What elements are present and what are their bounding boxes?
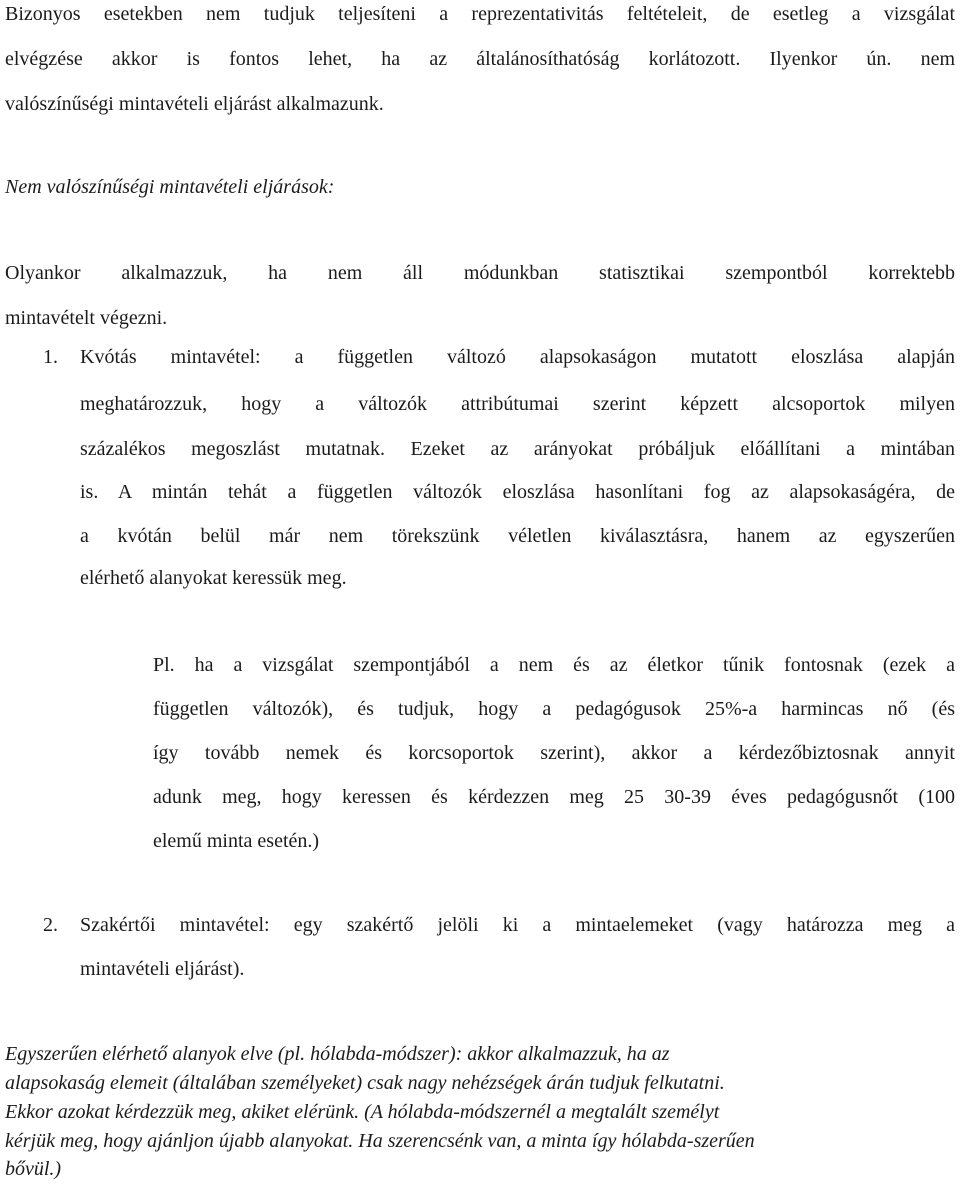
item2-line-1: Szakértői mintavétel: egy szakértő jelöli ki a mintaelemeket (vagy határozza meg a xyxy=(80,914,955,936)
snowball-line-2: alapsokaság elemeit (általában személyeket) csak nagy nehézségek árán tudjuk felkutatni. xyxy=(5,1072,725,1094)
item1-line-6: elérhető alanyokat keressük meg. xyxy=(80,567,347,589)
item1-line-4: is. A mintán tehát a független változók eloszlása hasonlítani fog az alapsokaságéra, de xyxy=(80,481,955,503)
item1-line-3: százalékos megoszlást mutatnak. Ezeket az arányokat próbáljuk előállítani a mintában xyxy=(80,438,955,460)
example-line-4: adunk meg, hogy keressen és kérdezzen meg 25 30-39 éves pedagógusnőt (100 xyxy=(153,786,955,808)
snowball-line-1: Egyszerűen elérhető alanyok elve (pl. hólabda-módszer): akkor alkalmazzuk, ha az xyxy=(5,1043,670,1065)
item1-number: 1. xyxy=(43,346,58,368)
para1-line-1: Olyankor alkalmazzuk, ha nem áll módunkban statisztikai szempontból korrektebb xyxy=(5,262,955,284)
example-line-5: elemű minta esetén.) xyxy=(153,830,320,852)
section-heading: Nem valószínűségi mintavételi eljárások: xyxy=(5,176,335,198)
intro-line-3: valószínűségi mintavételi eljárást alkalmazunk. xyxy=(5,93,384,115)
snowball-line-3: Ekkor azokat kérdezzük meg, akiket elérünk. (A hólabda-módszernél a megtalált személyt xyxy=(5,1101,720,1123)
snowball-line-5: bővül.) xyxy=(5,1158,62,1180)
item2-number: 2. xyxy=(43,914,58,936)
intro-line-1: Bizonyos esetekben nem tudjuk teljesíteni a reprezentativitás feltételeit, de esetleg a vizsgálat xyxy=(5,3,955,25)
example-line-2: független változók), és tudjuk, hogy a pedagógusok 25%-a harmincas nő (és xyxy=(153,698,955,720)
example-line-3: így tovább nemek és korcsoportok szerint), akkor a kérdezőbiztosnak annyit xyxy=(153,742,955,764)
intro-line-2: elvégzése akkor is fontos lehet, ha az általánosíthatóság korlátozott. Ilyenkor ún. nem xyxy=(5,48,955,70)
item1-line-1: Kvótás mintavétel: a független változó alapsokaságon mutatott eloszlása alapján xyxy=(80,346,955,368)
para1-line-2: mintavételt végezni. xyxy=(5,307,168,329)
item1-line-5: a kvótán belül már nem törekszünk véletlen kiválasztásra, hanem az egyszerűen xyxy=(80,525,955,547)
item1-line-2: meghatározzuk, hogy a változók attribútumai szerint képzett alcsoportok milyen xyxy=(80,393,955,415)
item2-line-2: mintavételi eljárást). xyxy=(80,958,245,980)
example-line-1: Pl. ha a vizsgálat szempontjából a nem és az életkor tűnik fontosnak (ezek a xyxy=(153,654,955,676)
snowball-line-4: kérjük meg, hogy ajánljon újabb alanyokat. Ha szerencsénk van, a minta így hólabda-szerűen xyxy=(5,1130,755,1152)
